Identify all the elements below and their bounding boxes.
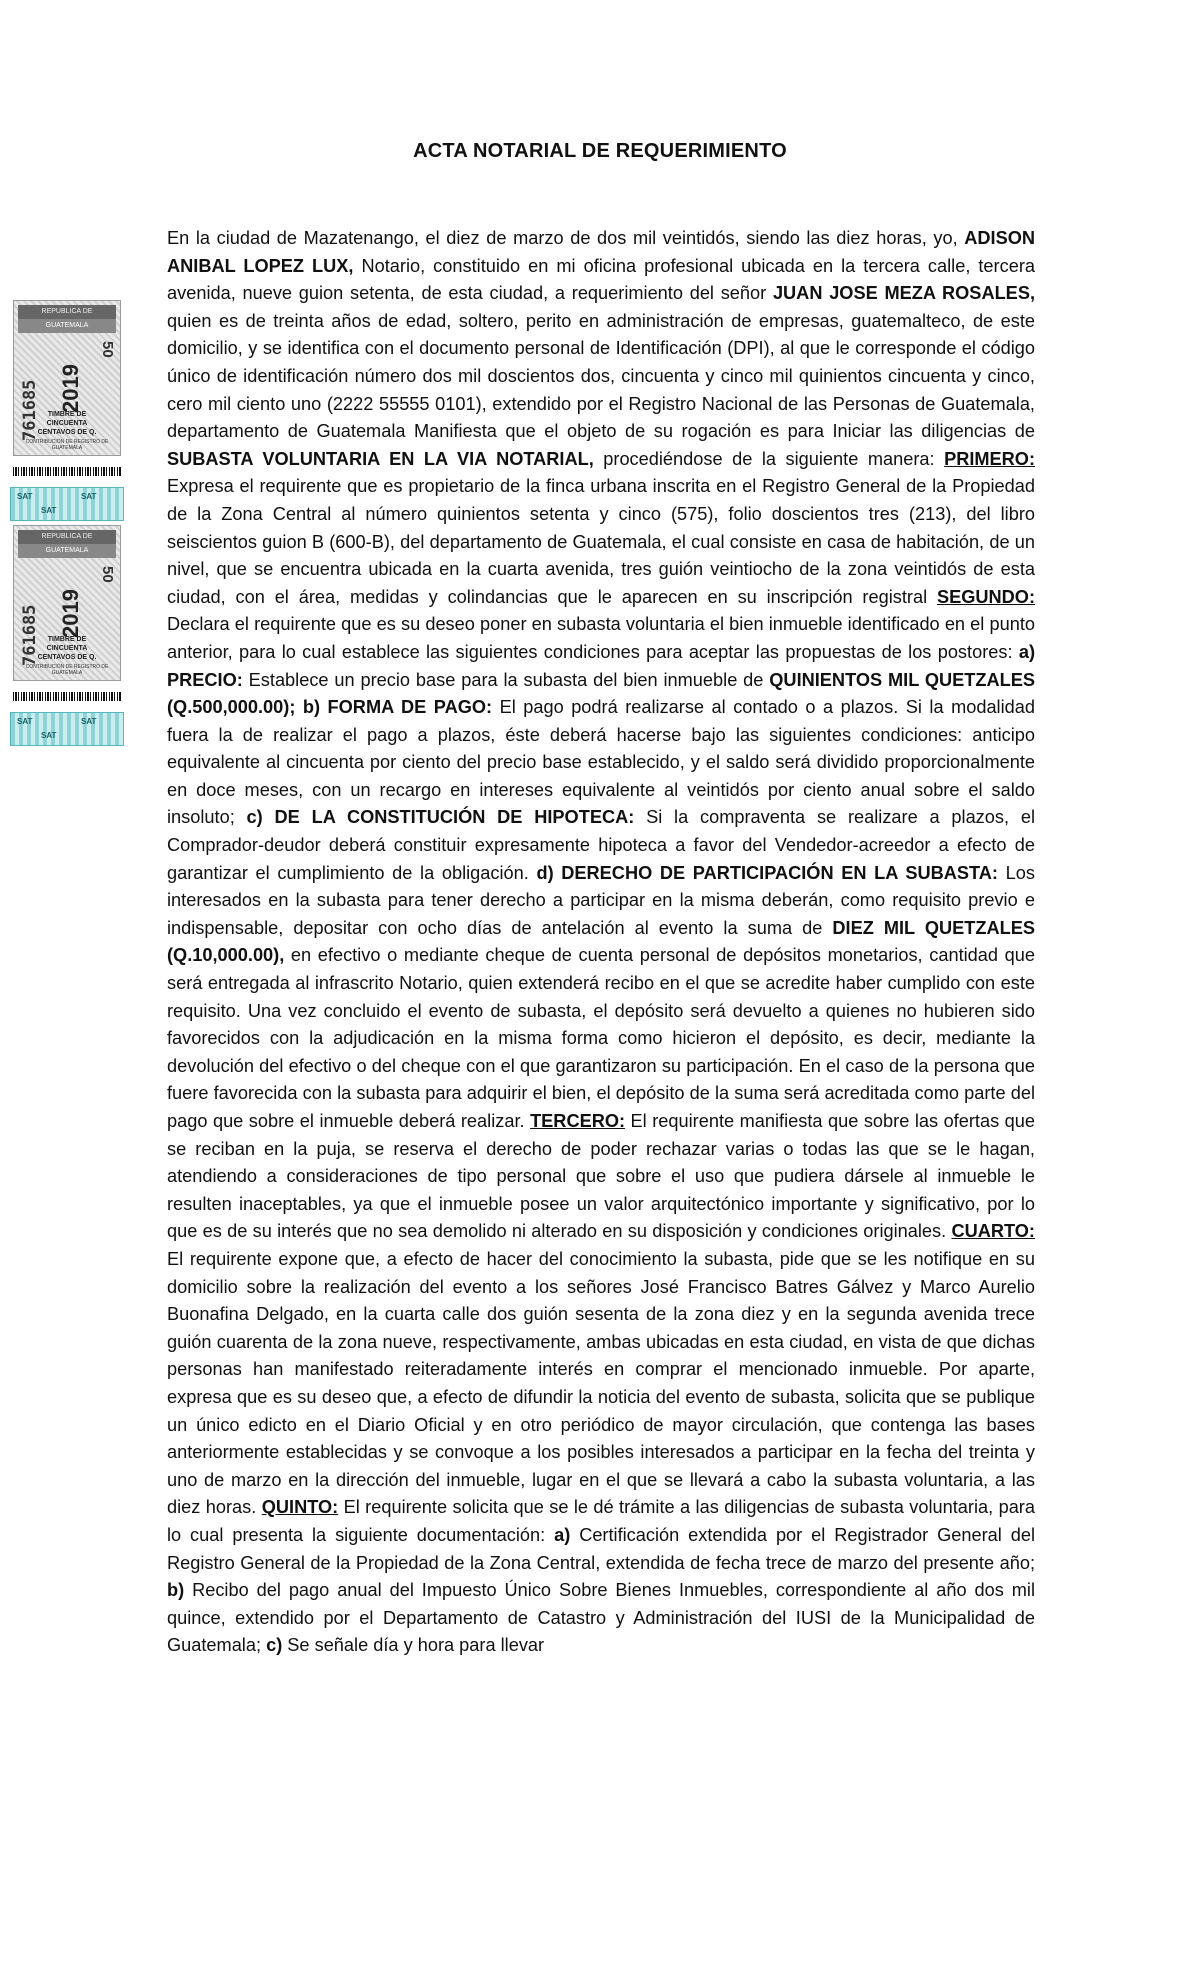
stamp-barcode-1	[13, 467, 121, 476]
text-run: Los interesados en la subasta para tener derecho a participar en la misma deberán, como requisito previo e indispensable, depositar con ocho días de antelación al evento la suma de	[167, 862, 1035, 938]
bold-run: PRIMERO:	[944, 448, 1035, 469]
stamp-serial: 761685	[20, 379, 40, 441]
bold-run: a) PRECIO:	[167, 641, 1035, 690]
stamp-country: GUATEMALA	[18, 544, 116, 558]
sat-label: SAT	[17, 717, 33, 726]
text-run: Notario, constituido en mi oficina profesional ubicada en la tercera calle, tercera avenida, nueve guion setenta, de esta ciudad, a requerimiento del señor	[167, 255, 1035, 304]
text-run: Declara el requirente que es su deseo poner en subasta voluntaria el bien inmueble identificado en el punto anterior, para lo cual establece las siguientes condiciones para aceptar las propuestas de los postores:	[167, 614, 1035, 662]
text-run: El requirente solicita que se le dé trámite a las diligencias de subasta voluntaria, para lo cual presenta la siguiente documentación:	[167, 1497, 1035, 1545]
text-run: Si la compraventa se realizare a plazos, el Comprador-deudor deberá constituir expresamente hipoteca a favor del Vendedor-acreedor a efecto de garantizar el cumplimiento de la obligación.	[167, 807, 1035, 883]
body-paragraph	[167, 225, 1035, 1660]
text-run: procediéndose de la siguiente manera:	[593, 448, 945, 469]
sat-seal-2	[10, 712, 124, 746]
sat-label: SAT	[41, 506, 57, 515]
bold-run: ADISON ANIBAL LOPEZ LUX,	[167, 228, 1035, 276]
stamp-header: REPUBLICA DE	[18, 530, 116, 544]
bold-run: SUBASTA VOLUNTARIA EN LA VIA NOTARIAL,	[167, 448, 594, 469]
document-title: ACTA NOTARIAL DE REQUERIMIENTO	[413, 140, 787, 162]
stamp-caption: TIMBRE DE CINCUENTA CENTAVOS DE Q.	[37, 636, 97, 661]
stamp-country: GUATEMALA	[18, 319, 116, 333]
bold-run: JUAN JOSE MEZA ROSALES,	[772, 283, 1035, 304]
stamp-year: 2019	[58, 589, 83, 638]
stamp-value: 50	[99, 341, 116, 358]
sat-label: SAT	[17, 492, 33, 501]
text-run: Establece un precio base para la subasta del bien inmueble de	[242, 669, 770, 690]
fiscal-stamp-2	[13, 525, 121, 681]
bold-run: TERCERO:	[530, 1111, 626, 1131]
text-run: El pago podrá realizarse al contado o a plazos. Si la modalidad fuera la de realizar el pago a plazos, éste deberá hacerse bajo las siguientes condiciones: anticipo equivalente al cincuenta por ciento del precio base establecido, y el saldo será dividido proporcionalmente en doce meses, con un recargo en intereses equivalente al veintidós por ciento anual sobre el saldo insoluto;	[167, 697, 1035, 828]
text-run: Expresa el requirente que es propietario de la finca urbana inscrita en el Registro General de la Propiedad de la Zona Central al número quinientos setenta y cinco (575), folio doscientos tres (213), del libro seiscientos guion B (600-B), del departamento de Guatemala, el cual consiste en casa de habitación, de un nivel, que se encuentra ubicada en la cuarta avenida, tres guión veintiocho de la zona veintidós de esta ciudad, con el área, medidas y colindancias que le aparecen en su inscripción registral	[167, 476, 1035, 607]
text-run: Se señale día y hora para llevar	[282, 1635, 545, 1656]
text-run: en efectivo o mediante cheque de cuenta personal de depósitos monetarios, cantidad que será entregada al infrascrito Notario, quien extenderá recibo en el que se acredite haber cumplido con este requisito. Una vez concluido el evento de subasta, el depósito será devuelto a quienes no hubieren sido favorecidos con la adjudicación en la misma forma como hicieron el depósito, es decir, mediante la devolución del efectivo o del cheque con el que garantizaron su participación. En el caso de la persona que fuere favorecida con la subasta para adquirir el bien, el depósito de la suma será acreditada como parte del pago que sobre el inmueble deberá realizar.	[167, 945, 1035, 1131]
text-run: quien es de treinta años de edad, soltero, perito en administración de empresas, guatemalteco, de este domicilio, y se identifica con el documento personal de Identificación (DPI), al que le corresponde el código único de identificación número dos mil doscientos dos, cincuenta y cinco mil quinientos cincuenta y cinco, cero mil ciento uno (2222 55555 0101), extendido por el Registro Nacional de las Personas de Guatemala, departamento de Guatemala Manifiesta que el objeto de su rogación es para Iniciar las diligencias de	[167, 310, 1035, 442]
text-run: Certificación extendida por el Registrador General del Registro General de la Propiedad de la Zona Central, extendida de fecha trece de marzo del presente año;	[167, 1524, 1035, 1573]
bold-run: CUARTO:	[951, 1221, 1035, 1242]
bold-run: QUINTO:	[261, 1497, 339, 1518]
bold-run: SEGUNDO:	[936, 586, 1035, 607]
sat-label: SAT	[41, 731, 57, 740]
bold-run: QUINIENTOS MIL QUETZALES (Q.500,000.00); b) FORMA DE PAGO:	[167, 669, 1035, 718]
text-run: En la ciudad de Mazatenango, el diez de marzo de dos mil veintidós, siendo las diez horas, yo,	[167, 228, 965, 248]
stamp-header: REPUBLICA DE	[18, 305, 116, 319]
text-run: El requirente expone que, a efecto de hacer del conocimiento la subasta, pide que se les notifique en su domicilio sobre la realización del evento a los señores José Francisco Batres Gálvez y Marco Aurelio Buonafina Delgado, en la cuarta calle dos guión sesenta de la zona diez y en la segunda avenida trece guión cuarenta de la zona nueve, respectivamente, ambas ubicadas en esta ciudad, en vista de que dichas personas han manifestado reiteradamente interés en comprar el mencionado inmueble. Por aparte, expresa que es su deseo que, a efecto de difundir la noticia del evento de subasta, solicita que se publique un único edicto en el Diario Oficial y en otro periódico de mayor circulación, que contenga las bases anteriormente establecidas y se convoque a los posibles interesados a participar en la fecha del treinta y uno de marzo en la dirección del inmueble, lugar en el que se llevará a cabo la subasta voluntaria, a las diez horas.	[167, 1248, 1035, 1518]
bold-run: c)	[266, 1635, 283, 1656]
stamp-footer: CONTRIBUCIÓN DE REGISTRO DE GUATEMALA	[25, 439, 109, 451]
stamp-barcode-2	[13, 692, 121, 701]
bold-run: b)	[167, 1580, 185, 1601]
bold-run: d) DERECHO DE PARTICIPACIÓN EN LA SUBASTA:	[536, 862, 998, 883]
sat-label: SAT	[81, 717, 97, 726]
stamp-caption: TIMBRE DE CINCUENTA CENTAVOS DE Q.	[37, 411, 97, 436]
document-body	[167, 225, 1035, 1660]
stamp-value: 50	[99, 566, 116, 583]
bold-run: c) DE LA CONSTITUCIÓN DE HIPOTECA:	[246, 807, 635, 828]
sat-label: SAT	[81, 492, 97, 501]
bold-run: DIEZ MIL QUETZALES (Q.10,000.00),	[167, 917, 1036, 966]
text-run: El requirente manifiesta que sobre las ofertas que se reciban en la puja, se reserva el derecho de poder rechazar varias o todas las que se le hagan, atendiendo a consideraciones de tipo personal que sobre el uso que pudiera dársele al inmueble le resulten inaceptables, ya que el inmueble posee un valor arquitectónico importante y significativo, por lo que es de su interés que no sea demolido ni alterado en su disposición y condiciones originales.	[167, 1111, 1036, 1242]
text-run: Recibo del pago anual del Impuesto Único Sobre Bienes Inmuebles, correspondiente al año dos mil quince, extendido por el Departamento de Catastro y Administración del IUSI de la Municipalidad de Guatemala;	[167, 1580, 1035, 1656]
bold-run: a)	[554, 1524, 571, 1545]
fiscal-stamp-1	[13, 300, 121, 456]
stamp-year: 2019	[58, 364, 83, 413]
stamp-footer: CONTRIBUCIÓN DE REGISTRO DE GUATEMALA	[25, 664, 109, 676]
sat-seal-1	[10, 487, 124, 521]
stamp-serial: 761685	[20, 604, 40, 666]
